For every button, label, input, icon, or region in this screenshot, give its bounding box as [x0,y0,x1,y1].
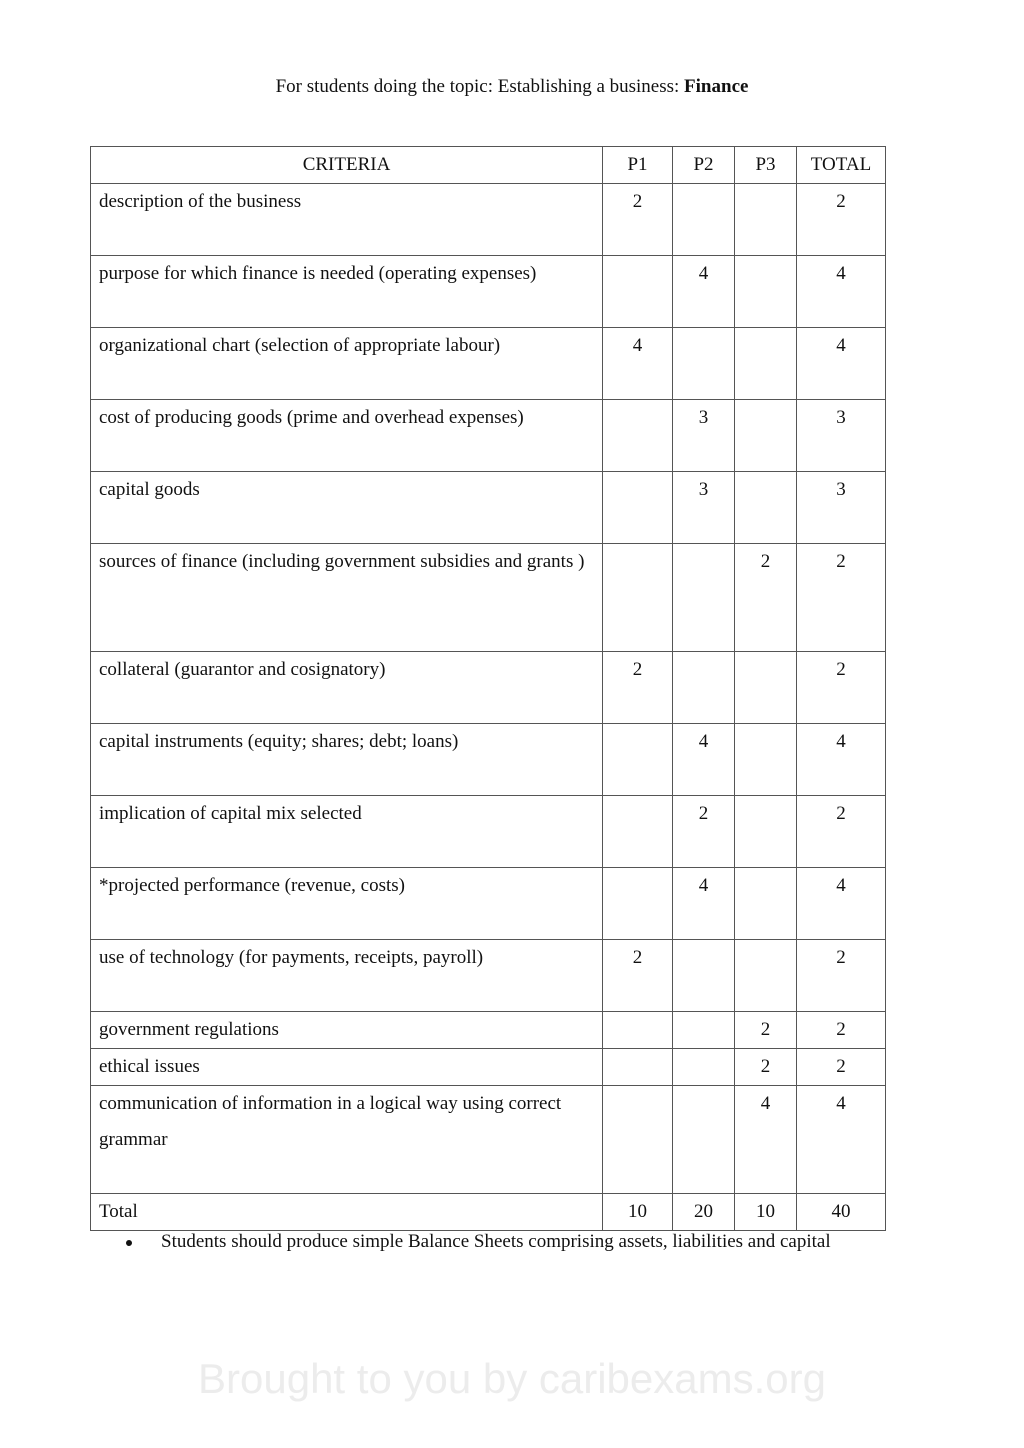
criteria-cell: ethical issues [91,1049,603,1086]
p3-cell [735,796,797,868]
p1-cell [603,796,673,868]
total-cell: 4 [797,724,886,796]
header-p1: P1 [603,147,673,184]
total-cell: 2 [797,544,886,652]
bullet-icon [126,1240,132,1246]
p2-cell [673,652,735,724]
criteria-cell: purpose for which finance is needed (operating expenses) [91,256,603,328]
p1-cell [603,256,673,328]
total-cell: 4 [797,1086,886,1194]
total-cell: 3 [797,472,886,544]
p2-cell [673,1012,735,1049]
table-row [91,544,886,652]
p3-cell [735,184,797,256]
p2-cell: 4 [673,868,735,940]
watermark: Brought to you by caribexams.org [198,1355,826,1402]
p2-cell: 4 [673,256,735,328]
p2-cell [673,544,735,652]
criteria-cell: cost of producing goods (prime and overhead expenses) [91,400,603,472]
p3-cell: 4 [735,1086,797,1194]
total-cell: 4 [797,328,886,400]
p1-cell: 2 [603,184,673,256]
heading-text: For students doing the topic: Establishing a business: [275,76,685,97]
header-criteria: CRITERIA [91,147,603,184]
table-row [91,940,886,1012]
p1-cell [603,544,673,652]
table-row [91,724,886,796]
note-list-item [126,1229,831,1255]
total-cell: 4 [797,256,886,328]
grand-total-cell: 40 [797,1194,886,1231]
p1-cell [603,868,673,940]
p2-cell [673,940,735,1012]
page-heading [0,74,1024,100]
p3-cell: 2 [735,1049,797,1086]
p3-cell [735,724,797,796]
note-text: Students should produce simple Balance Sheets comprising assets, liabilities and capital [161,1231,831,1252]
p3-cell [735,328,797,400]
total-row [91,1194,886,1231]
p1-total-cell: 10 [603,1194,673,1231]
p2-cell [673,184,735,256]
table-row [91,256,886,328]
total-label-cell: Total [91,1194,603,1231]
criteria-cell: organizational chart (selection of appropriate labour) [91,328,603,400]
header-p3: P3 [735,147,797,184]
total-cell: 2 [797,1012,886,1049]
criteria-cell: sources of finance (including government subsidies and grants ) [91,544,603,652]
criteria-cell: *projected performance (revenue, costs) [91,868,603,940]
p1-cell [603,1049,673,1086]
table-row [91,400,886,472]
p3-cell [735,940,797,1012]
criteria-cell: use of technology (for payments, receipts, payroll) [91,940,603,1012]
table-header-row [91,147,886,184]
table-row [91,472,886,544]
p2-cell: 2 [673,796,735,868]
table-row [91,796,886,868]
p1-cell [603,472,673,544]
criteria-cell: capital goods [91,472,603,544]
p2-total-cell: 20 [673,1194,735,1231]
p2-cell: 4 [673,724,735,796]
total-cell: 2 [797,940,886,1012]
p2-cell [673,1086,735,1194]
criteria-cell: description of the business [91,184,603,256]
criteria-cell: government regulations [91,1012,603,1049]
p2-cell: 3 [673,400,735,472]
heading-topic: Finance [684,76,749,97]
p1-cell: 4 [603,328,673,400]
p3-cell [735,652,797,724]
criteria-table [90,146,886,1231]
p1-cell: 2 [603,940,673,1012]
p3-total-cell: 10 [735,1194,797,1231]
criteria-cell: communication of information in a logical way using correct grammar [91,1086,603,1194]
p3-cell: 2 [735,544,797,652]
p3-cell [735,400,797,472]
p1-cell [603,1086,673,1194]
p3-cell [735,868,797,940]
table-row [91,868,886,940]
p2-cell [673,1049,735,1086]
p1-cell: 2 [603,652,673,724]
criteria-cell: implication of capital mix selected [91,796,603,868]
table-row [91,184,886,256]
table-row [91,1012,886,1049]
total-cell: 2 [797,184,886,256]
p3-cell [735,472,797,544]
header-p2: P2 [673,147,735,184]
criteria-cell: capital instruments (equity; shares; debt; loans) [91,724,603,796]
p1-cell [603,400,673,472]
criteria-cell: collateral (guarantor and cosignatory) [91,652,603,724]
table-row [91,652,886,724]
total-cell: 3 [797,400,886,472]
header-total: TOTAL [797,147,886,184]
total-cell: 2 [797,652,886,724]
total-cell: 2 [797,1049,886,1086]
table-row [91,328,886,400]
table-row [91,1086,886,1194]
p3-cell [735,256,797,328]
p2-cell: 3 [673,472,735,544]
total-cell: 4 [797,868,886,940]
p2-cell [673,328,735,400]
p1-cell [603,724,673,796]
p1-cell [603,1012,673,1049]
table-row [91,1049,886,1086]
p3-cell: 2 [735,1012,797,1049]
total-cell: 2 [797,796,886,868]
